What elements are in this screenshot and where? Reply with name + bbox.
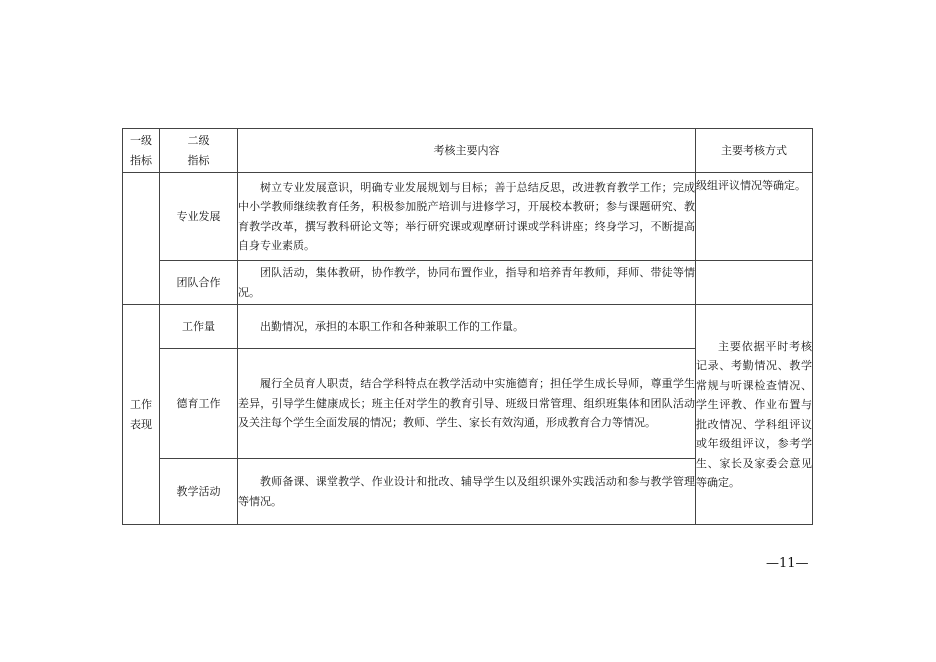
method-cell-empty: [696, 261, 813, 305]
content-text: 履行全员育人职责，结合学科特点在教学活动中实施德育；担任学生成长导师，尊重学生差异，引导学生健康成长；班主任对学生的教育引导、班级日常管理、组织班集体和团队活动及关注每个学生全面发展的情况；教师、学生、家长有效沟通，形成教育合力等情况。: [238, 377, 695, 430]
level2-cell: 专业发展: [160, 173, 238, 261]
level1-line2: 表现: [130, 417, 152, 431]
method-text: 主要依据平时考核记录、考勤情况、教学常规与听课检查情况、学生评教、作业布置与批改情况、学科组评议或年级组评议，参考学生、家长及家委会意见等确定。: [696, 339, 812, 489]
level1-line1: 工作: [130, 398, 152, 411]
method-text: 级组评议情况等确定。: [696, 179, 806, 192]
evaluation-table: [122, 128, 813, 525]
level2-cell: 团队合作: [160, 261, 238, 305]
table-header-row: [123, 129, 813, 173]
content-text: 出勤情况，承担的本职工作和各种兼职工作的工作量。: [260, 319, 524, 333]
header-content: 考核主要内容: [238, 129, 696, 173]
header-method: 主要考核方式: [696, 129, 813, 173]
level2-cell: 教学活动: [160, 459, 238, 525]
header-level2-line2: 指标: [187, 153, 210, 167]
content-cell: [238, 261, 696, 305]
table-row: [123, 173, 813, 261]
header-level2: [160, 129, 238, 173]
content-cell: [238, 173, 696, 261]
header-level2-line1: 二级: [187, 134, 210, 147]
header-level1-line2: 指标: [130, 153, 152, 167]
page-number: —11—: [766, 556, 809, 571]
content-cell: [238, 349, 696, 459]
level1-cell: [123, 305, 160, 525]
content-text: 树立专业发展意识，明确专业发展规划与目标；善于总结反思，改进教育教学工作；完成中小学教师继续教育任务，积极参加脱产培训与进修学习，开展校本教研；参与课题研究、教育教学改革，撰写教科研论文等；举行研究课或观摩研讨课或学科讲座；终身学习，不断提高自身专业素质。: [238, 180, 695, 252]
header-level1: [123, 129, 160, 173]
method-cell: [696, 305, 813, 525]
content-cell: [238, 305, 696, 349]
method-cell: [696, 173, 813, 261]
content-cell: [238, 459, 696, 525]
table-row: [123, 261, 813, 305]
content-text: 教师备课、课堂教学、作业设计和批改、辅导学生以及组织课外实践活动和参与教学管理等情况。: [238, 475, 695, 508]
level1-cell-empty: [123, 173, 160, 305]
header-level1-line1: 一级: [130, 134, 152, 147]
content-text: 团队活动，集体教研，协作教学，协同布置作业，指导和培养青年教师，拜师、带徒等情况。: [238, 266, 695, 299]
level2-cell: 工作量: [160, 305, 238, 349]
level2-cell: 德育工作: [160, 349, 238, 459]
table-row: [123, 305, 813, 349]
